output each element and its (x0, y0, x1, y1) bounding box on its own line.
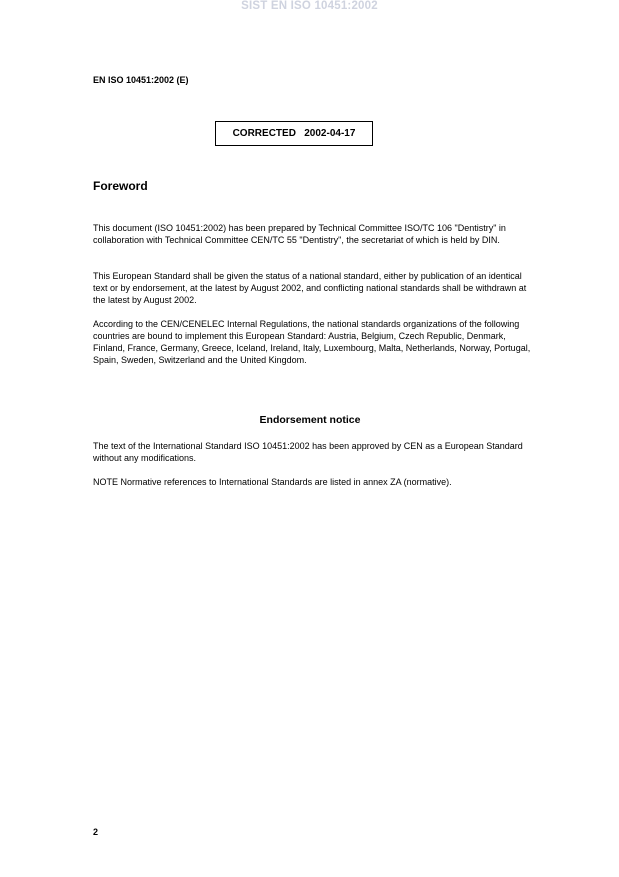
corrected-stamp: CORRECTED 2002-04-17 (215, 121, 373, 146)
page-number: 2 (93, 827, 99, 837)
foreword-paragraph-2: This European Standard shall be given the status of a national standard, either by publication of an identical text or by endorsement, at the latest by August 2002, and conflicting national standards shall be withdrawn at the latest by August 2002. (93, 271, 527, 305)
foreword-paragraph-1: This document (ISO 10451:2002) has been prepared by Technical Committee ISO/TC 106 "Dentistry" in collaboration with Technical Committee CEN/TC 55 "Dentistry", the secretariat of which is held by DIN. (93, 223, 506, 245)
foreword-paragraph-3: According to the CEN/CENELEC Internal Regulations, the national standards organizations of the following countries are bound to implement this European Standard: Austria, Belgium, Czech Republic, Denmark, Finland, France, Germany, Greece, Iceland, Ireland, Italy, Luxembourg, Malta, Netherlands, Norway, Portugal, Spain, Sweden, Switzerland and the United Kingdom. (93, 319, 531, 365)
endorsement-note: NOTE Normative references to International Standards are listed in annex ZA (normative). (93, 477, 452, 487)
endorsement-text: The text of the International Standard ISO 10451:2002 has been approved by CEN as a European Standard without any modifications. (93, 441, 523, 463)
endorsement-heading: Endorsement notice (259, 414, 361, 426)
document-id: EN ISO 10451:2002 (E) (93, 75, 189, 85)
foreword-heading: Foreword (93, 179, 148, 193)
watermark: SIST EN ISO 10451:2002 (241, 0, 378, 12)
